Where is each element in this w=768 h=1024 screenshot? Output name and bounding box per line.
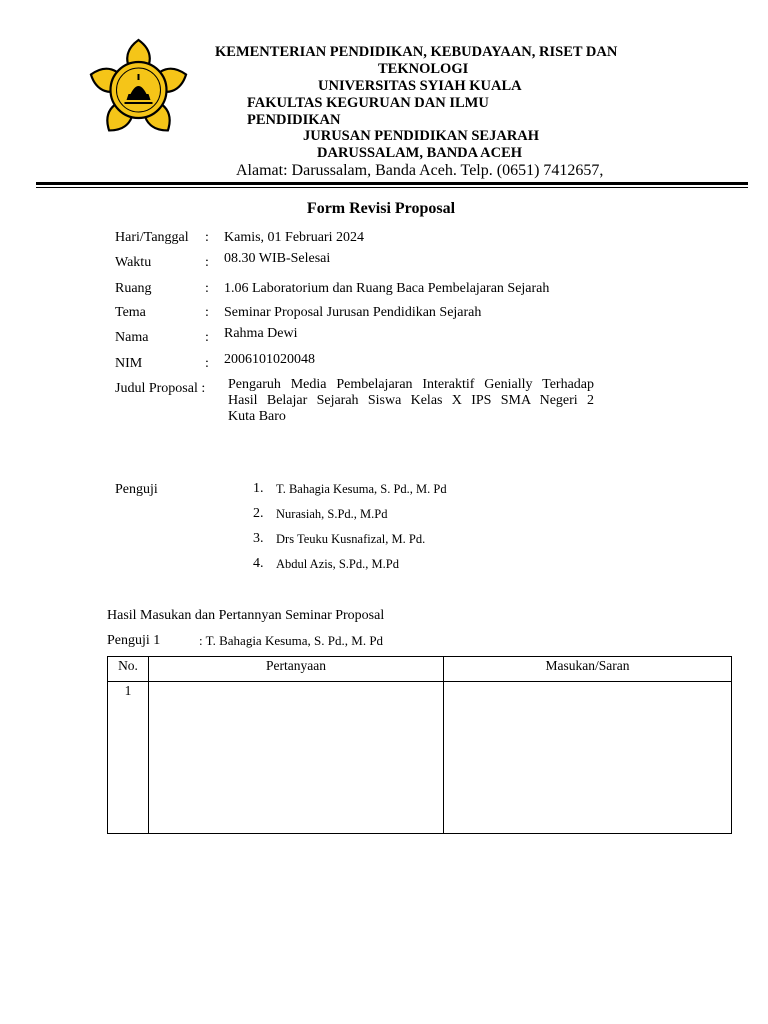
- field-label-date: Hari/Tanggal: [115, 230, 189, 245]
- field-label-nim: NIM: [115, 356, 143, 371]
- table-row: [108, 682, 732, 834]
- field-colon: :: [205, 230, 209, 245]
- field-value-room: 1.06 Laboratorium dan Ruang Baca Pembelajaran Sejarah: [224, 281, 550, 296]
- examiners-label: Penguji: [115, 482, 158, 497]
- field-value-date: Kamis, 01 Februari 2024: [224, 230, 364, 245]
- field-value-title: [228, 377, 594, 425]
- header-question: Pertanyaan: [149, 657, 444, 682]
- examiner-name: Drs Teuku Kusnafizal, M. Pd.: [276, 532, 426, 546]
- field-value-name: Rahma Dewi: [224, 326, 298, 341]
- cell-suggestion[interactable]: [444, 682, 732, 834]
- examiner-name: T. Bahagia Kesuma, S. Pd., M. Pd: [276, 482, 447, 496]
- header-address: Alamat: Darussalam, Banda Aceh. Telp. (0651) 7412657,: [236, 162, 604, 179]
- examiner-number: 4.: [253, 556, 264, 571]
- field-colon: :: [205, 305, 209, 320]
- title-line: Kuta Baro: [228, 409, 286, 424]
- field-colon: :: [205, 281, 209, 296]
- form-title: Form Revisi Proposal: [306, 200, 456, 217]
- results-examiner-label: Penguji 1: [107, 633, 161, 648]
- header-university: UNIVERSITAS SYIAH KUALA: [318, 78, 522, 94]
- field-value-theme: Seminar Proposal Jurusan Pendidikan Sejarah: [224, 305, 482, 320]
- header-faculty: FAKULTAS KEGURUAN DAN ILMU: [247, 95, 489, 111]
- header-no: No.: [108, 657, 149, 682]
- header-divider-thin: [36, 187, 748, 188]
- examiner-number: 1.: [253, 481, 264, 496]
- field-label-time: Waktu: [115, 255, 152, 270]
- field-label-theme: Tema: [115, 305, 146, 320]
- examiner-number: 2.: [253, 506, 264, 521]
- title-line: Hasil Belajar Sejarah Siswa Kelas X IPS SMA Negeri 2: [228, 393, 594, 408]
- examiner-name: Abdul Azis, S.Pd., M.Pd: [276, 557, 399, 571]
- field-label-title: Judul Proposal :: [115, 381, 206, 396]
- field-colon: :: [205, 255, 209, 270]
- university-logo: [80, 36, 197, 140]
- examiner-number: 3.: [253, 531, 264, 546]
- header-faculty-cont: PENDIDIKAN: [247, 112, 341, 128]
- header-ministry: KEMENTERIAN PENDIDIKAN, KEBUDAYAAN, RISET DAN: [215, 44, 618, 60]
- header-divider-thick: [36, 182, 748, 185]
- header-suggestion: Masukan/Saran: [444, 657, 732, 682]
- cell-no: 1: [108, 682, 149, 834]
- title-line: Pengaruh Media Pembelajaran Interaktif Genially Terhadap: [228, 377, 594, 392]
- examiner-name: Nurasiah, S.Pd., M.Pd: [276, 507, 388, 521]
- revision-table: [107, 656, 732, 834]
- field-colon: :: [205, 356, 209, 371]
- field-value-nim: 2006101020048: [224, 352, 315, 367]
- table-header-row: [108, 657, 732, 682]
- field-colon: :: [205, 330, 209, 345]
- field-label-room: Ruang: [115, 281, 152, 296]
- header-location: DARUSSALAM, BANDA ACEH: [317, 145, 523, 161]
- header-department: JURUSAN PENDIDIKAN SEJARAH: [303, 128, 540, 144]
- header-ministry-cont: TEKNOLOGI: [378, 61, 469, 77]
- field-value-time: 08.30 WIB-Selesai: [224, 251, 331, 266]
- field-label-name: Nama: [115, 330, 149, 345]
- cell-question[interactable]: [149, 682, 444, 834]
- results-examiner-value: : T. Bahagia Kesuma, S. Pd., M. Pd: [199, 633, 384, 648]
- results-heading: Hasil Masukan dan Pertannyan Seminar Proposal: [107, 608, 385, 623]
